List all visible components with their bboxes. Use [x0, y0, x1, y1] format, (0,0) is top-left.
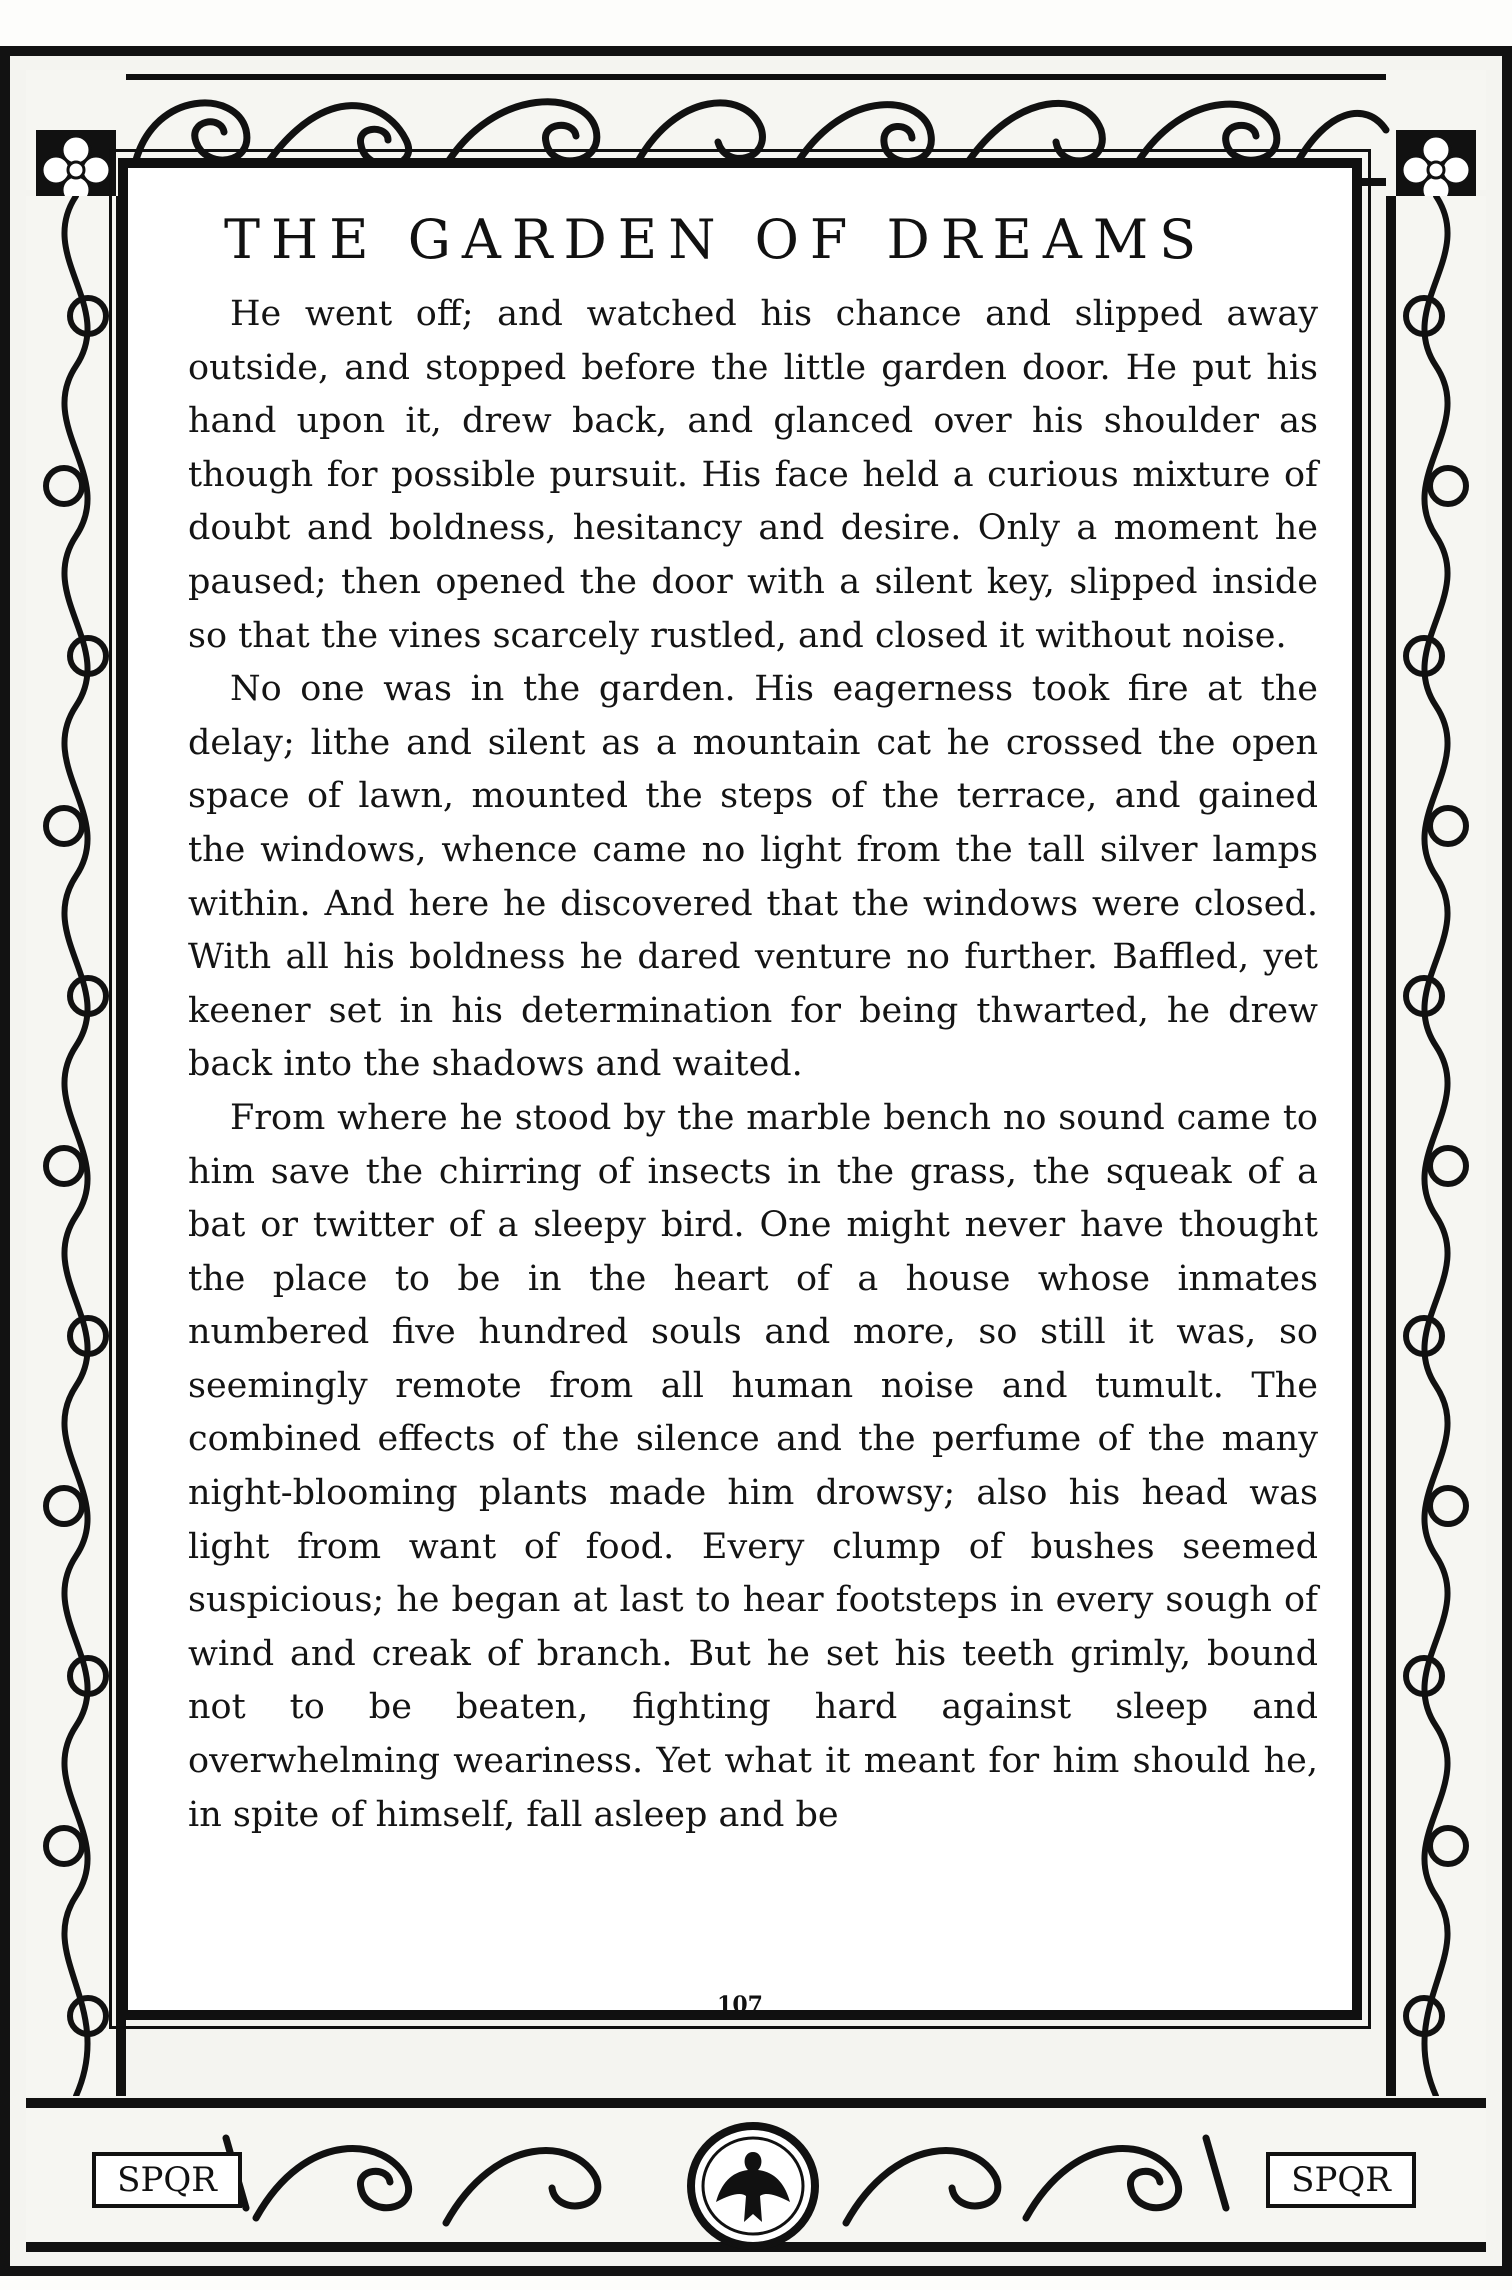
paragraph: He went off; and watched his chance and slipped away outside, and stopped before the little garden door. He put his hand upon it, drew back, and glanced over his shoulder as though for possible pursuit. His face held a curious mixture of doubt and boldness, hesitancy and desire. Only a moment he paused; then opened the door with a silent key, slipped inside so that the vines scarcely rustled, and closed it without noise. [188, 294, 1318, 656]
eagle-icon [686, 2122, 820, 2250]
right-ornament-band [1386, 196, 1486, 2096]
paragraph: From where he stood by the marble bench no sound came to him save the chirring of insects in the grass, the squeak of a bat or twitter of a sleepy bird. One might never have thought the place to be in the heart of a house whose inmates numbered five hundred souls and more, so still it was, so seemingly remote from all human noise and tumult. The combined effects of the silence and the perfume of the many night-blooming plants made him drowsy; also his head was light from want of food. Every clump of bushes seemed suspicious; he began at last to hear footsteps in every sough of wind and creak of branch. But he set his teeth grimly, bound not to be beaten, fighting hard against sleep and overwhelming weariness. Yet what it meant for him should he, in spite of himself, fall asleep and be [188, 1097, 1318, 1835]
body-text [188, 288, 1318, 1842]
scroll-vine-icon [26, 196, 126, 2096]
running-head: THE GARDEN OF DREAMS [224, 208, 1208, 271]
spqr-tablet-left: SPQR [92, 2152, 242, 2208]
text-panel [118, 158, 1362, 2020]
page-number: 107 [717, 1992, 763, 2018]
spqr-tablet-right: SPQR [1266, 2152, 1416, 2208]
scroll-vine-icon [1386, 196, 1486, 2096]
paragraph: No one was in the garden. His eagerness took fire at the delay; lithe and silent as a mountain cat he crossed the open space of lawn, mounted the steps of the terrace, and gained the windows, whence came no light from the tall silver lamps within. And here he discovered that the windows were closed. With all his boldness he dared venture no further. Baffled, yet keener set in his determination for being thwarted, he drew back into the shadows and waited. [188, 669, 1318, 1085]
left-ornament-band [26, 196, 126, 2096]
